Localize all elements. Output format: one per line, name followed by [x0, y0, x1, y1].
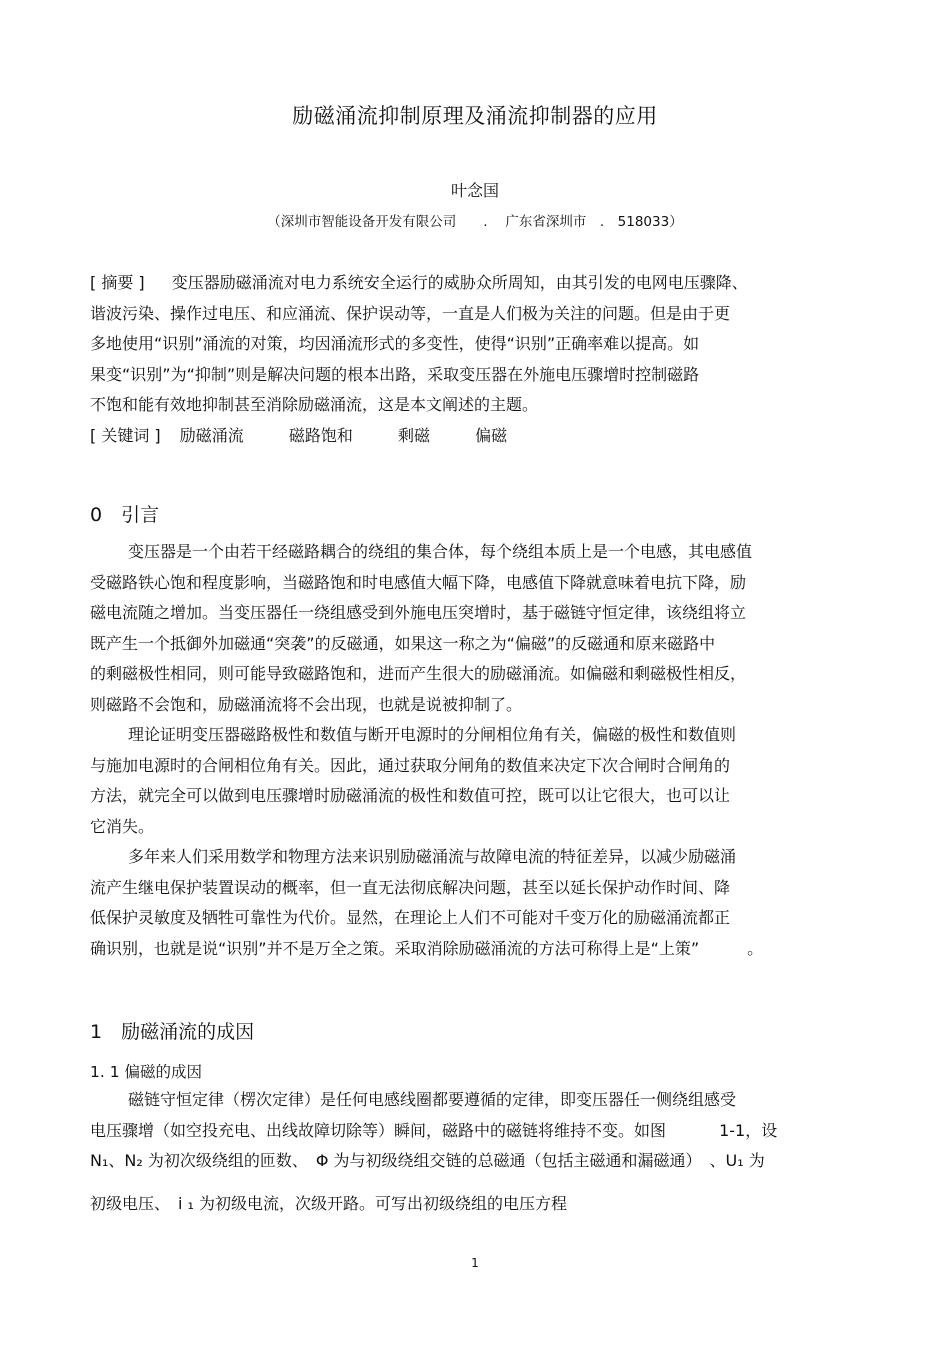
paragraph-line: N₁、N₂ 为初次级绕组的匝数、 Φ 为与初级绕组交链的总磁通（包括主磁通和漏磁通） 、U₁ 为: [90, 1151, 765, 1170]
paper-title: 励磁涌流抑制原理及涌流抑制器的应用: [292, 104, 658, 128]
section0-body: [90, 537, 763, 964]
paragraph-line: 方法，就完全可以做到电压骤增时励磁涌流的极性和数值可控，既可以让它很大，也可以让: [90, 786, 731, 805]
keyword: 偏磁: [475, 425, 508, 445]
keyword: 剩磁: [397, 425, 430, 445]
paragraph-line: 初级电压、 i ₁ 为初级电流，次级开路。可写出初级绕组的电压方程: [90, 1193, 568, 1213]
abstract-line: [90, 268, 880, 299]
paragraph-line: 理论证明变压器磁路极性和数值与断开电源时的分闸相位角有关，偏磁的极性和数值则: [128, 725, 737, 744]
page-number: 1: [471, 1256, 479, 1270]
paragraph-line: 磁电流随之增加。当变压器任一绕组感受到外施电压突增时，基于磁链守恒定律，该绕组将立: [90, 603, 747, 622]
paragraph-line: 则磁路不会饱和，励磁涌流将不会出现，也就是说被抑制了。: [90, 694, 523, 714]
keywords: [90, 421, 880, 452]
paragraph-line: 电压骤增（如空投充电、出线故障切除等）瞬间，磁路中的磁链将维持不变。如图 1-1，设: [90, 1120, 778, 1140]
paragraph-line: 与施加电源时的合闸相位角有关。因此，通过获取分闸角的数值来决定下次合闸时合闸角的: [90, 755, 731, 775]
paragraph-line: 既产生一个抵御外加磁通“突袭”的反磁通，如果这一称之为“偏磁”的反磁通和原来磁路中: [90, 633, 716, 653]
affiliation: （深圳市智能设备开发有限公司 . 广东省深圳市 . 518033）: [267, 214, 683, 230]
abstract-line: 果变“识别”为“抑制”则是解决问题的根本出路，采取变压器在外施电压骤增时控制磁路: [90, 364, 700, 384]
paragraph-line: 磁链守恒定律（楞次定律）是任何电感线圈都要遵循的定律，即变压器任一侧绕组感受: [128, 1090, 737, 1109]
section1-body: [90, 1085, 777, 1219]
abstract: [90, 268, 880, 451]
paragraph-line: 变压器是一个由若干经磁路耦合的绕组的集合体，每个绕组本质上是一个电感，其电感值: [128, 542, 753, 561]
paragraph-line: 它消失。: [90, 816, 155, 836]
paragraph-line: 多年来人们采用数学和物理方法来识别励磁涌流与故障电流的特征差异，以减少励磁涌: [128, 847, 737, 866]
abstract-line: 多地使用“识别”涌流的对策，均因涌流形式的多变性，使得“识别”正确率难以提高。如: [90, 334, 700, 353]
paragraph-line: 受磁路铁心饱和程度影响，当磁路饱和时电感值大幅下降，电感值下降就意味着电抗下降，励: [90, 572, 747, 592]
paragraph-line: 确识别，也就是说“识别”并不是万全之策。采取消除励磁涌流的方法可称得上是“上策” 。: [90, 938, 764, 958]
paragraph-line: 流产生继电保护装置误动的概率，但一直无法彻底解决问题，甚至以延长保护动作时间、降: [90, 877, 731, 897]
paragraph-line: 低保护灵敏度及牺牲可靠性为代价。显然，在理论上人们不可能对千变万化的励磁涌流都正: [90, 908, 731, 927]
keywords-label: [ 关键词 ]: [90, 425, 161, 445]
abstract-label: [ 摘要 ]: [90, 273, 145, 292]
keyword: 磁路饱和: [288, 425, 353, 445]
abstract-line: 不饱和能有效地抑制甚至消除励磁涌流，这是本文阐述的主题。: [90, 395, 539, 414]
abstract-line: 谐波污染、操作过电压、和应涌流、保护误动等，一直是人们极为关注的问题。但是由于更: [90, 303, 731, 323]
keyword: 励磁涌流: [179, 425, 244, 445]
abstract-text: 变压器励磁涌流对电力系统安全运行的威胁众所周知，由其引发的电网电压骤降、: [171, 273, 748, 292]
section-heading-1: 1 励磁涌流的成因: [90, 1021, 255, 1043]
subsection-heading: 1. 1 偏磁的成因: [90, 1063, 203, 1081]
author-name: 叶念国: [450, 181, 499, 200]
section-heading-0: 0 引言: [90, 504, 160, 526]
paragraph-line: 的剩磁极性相同，则可能导致磁路饱和，进而产生很大的励磁涌流。如偏磁和剩磁极性相反，: [90, 664, 747, 683]
